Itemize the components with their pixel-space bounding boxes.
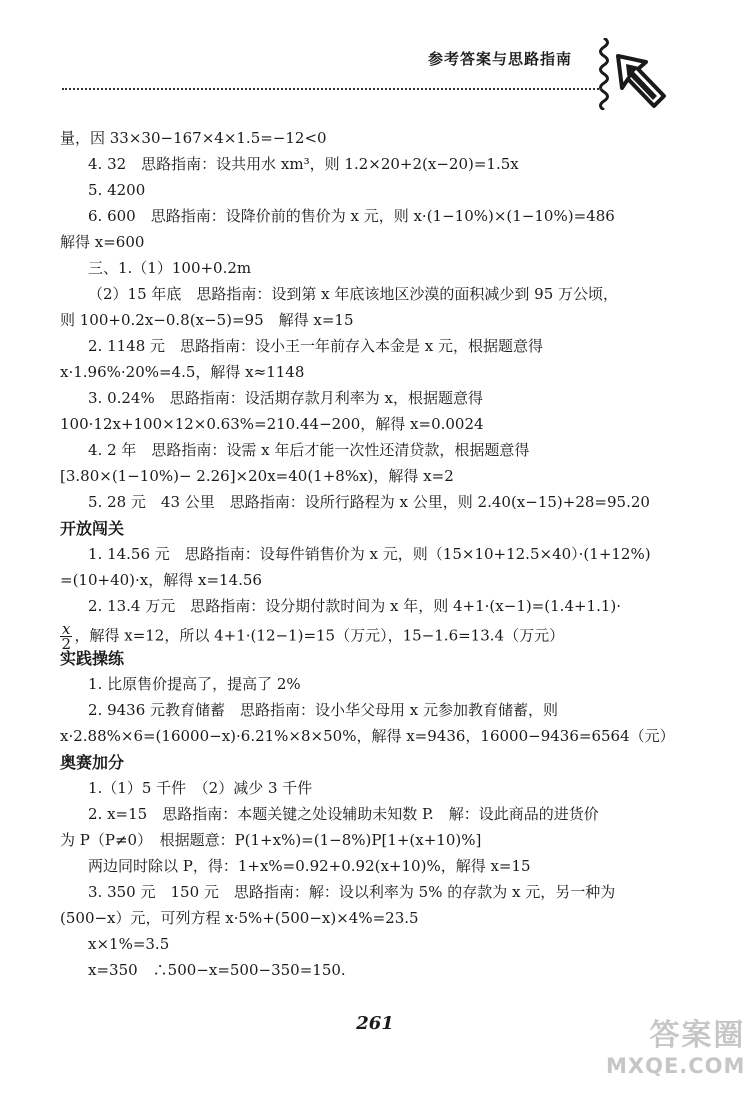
text-line-fragment: ，解得 x=12，所以 4+1·(12−1)=15（万元），15−1.6=13.4（万元） (74, 626, 565, 645)
text-line: 2. 1148 元 思路指南：设小王一年前存入本金是 x 元，根据题意得 (88, 337, 544, 355)
text-line: 为 P（P≠0） 根据题意：P(1+x%)=(1−8%)P[1+(x+10)%] (60, 831, 482, 849)
text-line: 两边同时除以 P，得：1+x%=0.92+0.92(x+10)%，解得 x=15 (88, 857, 531, 875)
text-line: 1. 比原售价提高了，提高了 2% (88, 675, 301, 693)
text-line: 5. 28 元 43 公里 思路指南：设所行路程为 x 公里，则 2.40(x−15)+28=95.20 (88, 493, 650, 511)
text-line: 2. 13.4 万元 思路指南：设分期付款时间为 x 年，则 4+1·(x−1)=(1.4+1.1)· (88, 597, 622, 615)
text-line: 3. 0.24% 思路指南：设活期存款月利率为 x，根据题意得 (88, 389, 483, 407)
text-line: 6. 600 思路指南：设降价前的售价为 x 元，则 x·(1−10%)×(1−10%)=486 (88, 207, 615, 225)
wavy-line-decoration (596, 38, 612, 110)
text-line: 4. 2 年 思路指南：设需 x 年后才能一次性还清贷款，根据题意得 (88, 441, 530, 459)
text-line: =(10+40)·x，解得 x=14.56 (60, 571, 262, 589)
section-heading-olympiad-bonus: 奥赛加分 (60, 753, 125, 772)
text-line: （2）15 年底 思路指南：设到第 x 年底该地区沙漠的面积减少到 95 万公顷， (88, 285, 619, 303)
text-line: 1.（1）5 千件 （2）减少 3 千件 (88, 779, 313, 797)
text-line: x=350 ∴500−x=500−350=150. (88, 961, 346, 979)
answer-content (60, 128, 700, 986)
fraction-x-over-2 (60, 622, 72, 651)
section-heading-open-challenge: 开放闯关 (60, 519, 125, 538)
arrow-decoration-icon (612, 52, 668, 112)
text-line: 则 100+0.2x−0.8(x−5)=95 解得 x=15 (60, 311, 354, 329)
text-line: 1. 14.56 元 思路指南：设每件销售价为 x 元，则（15×10+12.5×40）·(1+12%) (88, 545, 651, 563)
text-line: [3.80×(1−10%)− 2.26]×20x=40(1+8%x)，解得 x=2 (60, 467, 454, 485)
running-header-title: 参考答案与思路指南 (428, 50, 573, 68)
text-line: 解得 x=600 (60, 233, 145, 251)
text-line: 量，因 33×30−167×4×1.5=−12<0 (60, 129, 327, 147)
text-line: x·2.88%×6=(16000−x)·6.21%×8×50%，解得 x=9436，16000−9436=6564（元） (60, 727, 675, 745)
fraction-denominator: 2 (61, 635, 71, 653)
text-line: x×1%=3.5 (88, 935, 170, 953)
page-number: 261 (356, 1013, 394, 1034)
watermark-text: 答案圈 (649, 1018, 746, 1053)
text-line: 三、1.（1）100+0.2m (88, 259, 252, 277)
text-line: 2. x=15 思路指南：本题关键之处设辅助未知数 P. 解：设此商品的进货价 (88, 805, 599, 823)
text-line: 4. 32 思路指南：设共用水 xm³，则 1.2×20+2(x−20)=1.5x (88, 155, 519, 173)
watermark-url: MXQE.COM (606, 1054, 746, 1078)
text-line: 2. 9436 元教育储蓄 思路指南：设小华父母用 x 元参加教育储蓄，则 (88, 701, 559, 719)
watermark-logo (606, 1010, 745, 1078)
text-line: 100·12x+100×12×0.63%=210.44−200，解得 x=0.0024 (60, 415, 484, 433)
text-line-with-fraction (60, 620, 700, 653)
section-heading-practice: 实践操练 (60, 649, 125, 668)
text-line: x·1.96%·20%=4.5，解得 x≈1148 (60, 363, 305, 381)
text-line: 3. 350 元 150 元 思路指南：解：设以利率为 5% 的存款为 x 元，另一种为 (88, 883, 616, 901)
fraction-numerator: x (62, 620, 71, 638)
text-line: 5. 4200 (88, 181, 146, 199)
text-line: (500−x）元，可列方程 x·5%+(500−x)×4%=23.5 (60, 909, 419, 927)
header-dotted-rule (62, 88, 602, 90)
